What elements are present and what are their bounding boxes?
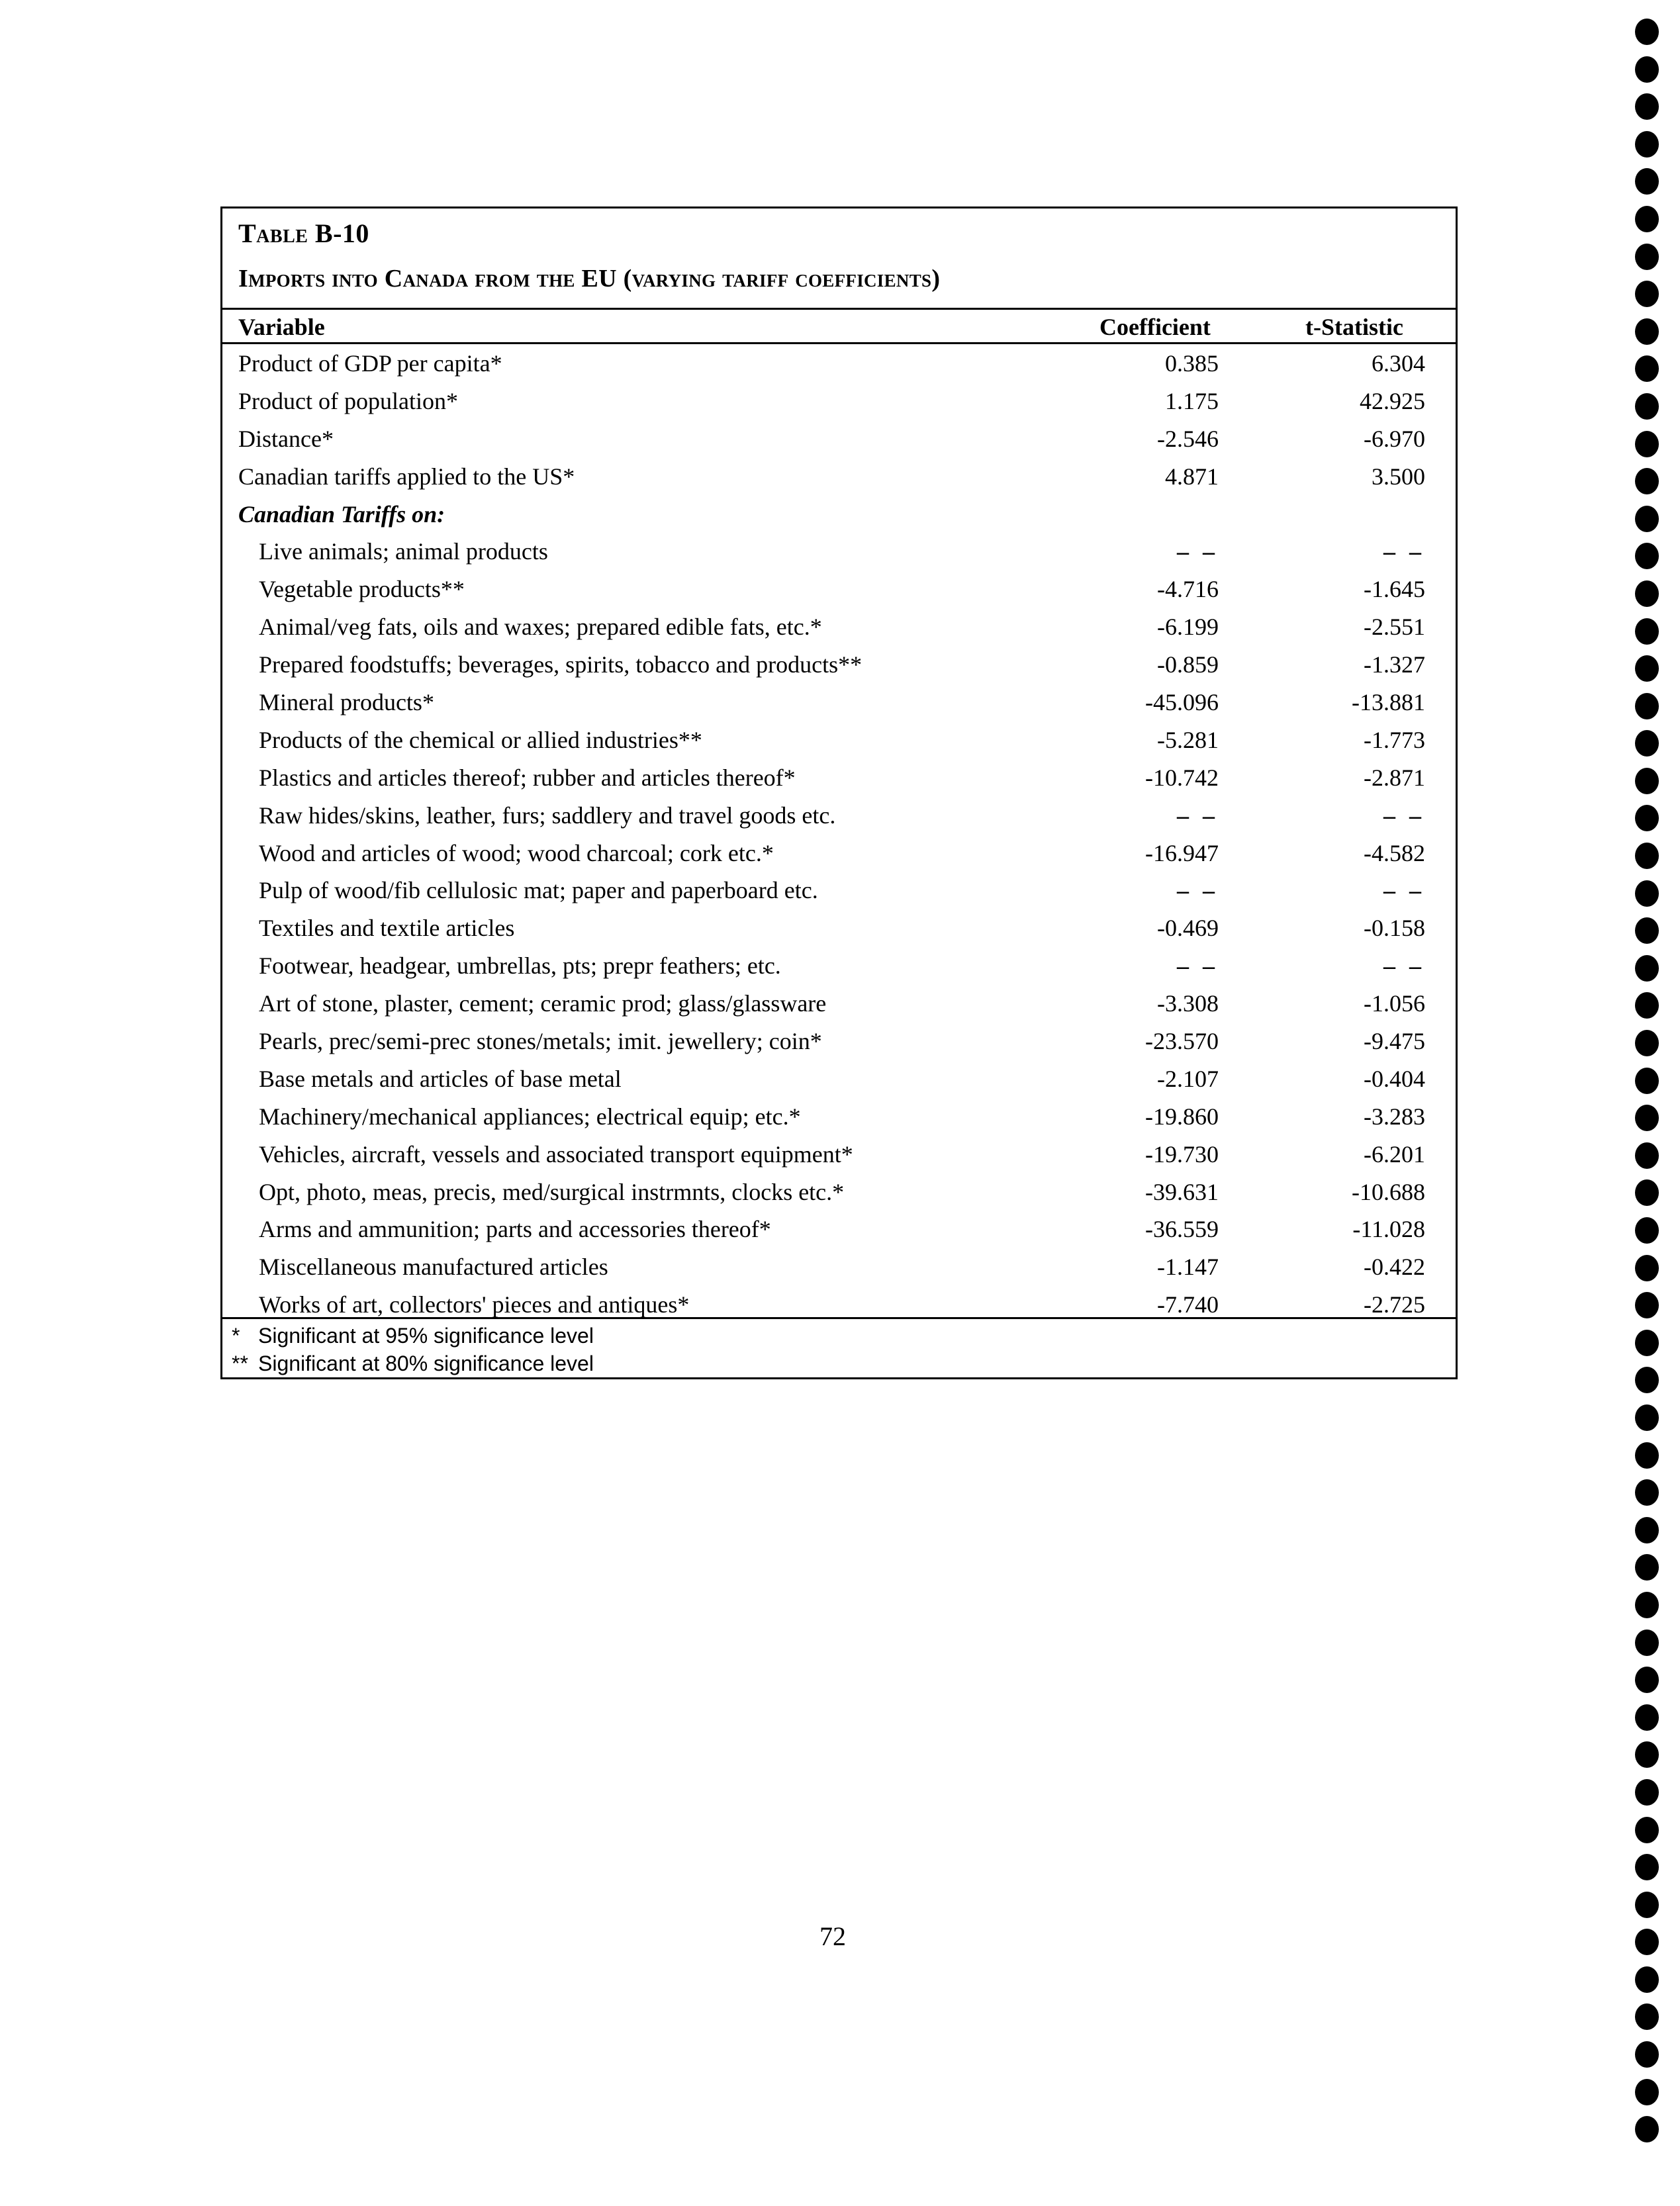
row-t-statistic: -0.404 bbox=[1364, 1065, 1425, 1092]
row-coefficient: -10.742 bbox=[1145, 764, 1219, 791]
row-variable: Wood and articles of wood; wood charcoal; cork etc.* bbox=[259, 839, 774, 866]
row-coefficient: -23.570 bbox=[1145, 1028, 1219, 1055]
binding-hole bbox=[1635, 1367, 1659, 1393]
row-t-statistic: 3.500 bbox=[1372, 463, 1425, 490]
row-variable: Vehicles, aircraft, vessels and associated transport equipment* bbox=[259, 1140, 853, 1168]
binding-hole bbox=[1635, 1217, 1659, 1244]
table-section-row bbox=[222, 495, 1456, 533]
footnote-text: Significant at 95% significance level bbox=[258, 1324, 594, 1348]
row-coefficient: -0.859 bbox=[1157, 651, 1219, 678]
row-variable: Footwear, headgear, umbrellas, pts; prepr feathers; etc. bbox=[259, 952, 781, 980]
row-t-statistic: -1.056 bbox=[1364, 990, 1425, 1017]
table-row bbox=[222, 1060, 1456, 1097]
row-t-statistic: – – bbox=[1383, 877, 1425, 904]
binding-hole bbox=[1635, 1554, 1659, 1581]
header-top-rule bbox=[222, 308, 1456, 310]
footnote-mark: * bbox=[232, 1324, 240, 1348]
table-row bbox=[222, 344, 1456, 382]
binding-hole bbox=[1635, 131, 1659, 158]
binding-hole bbox=[1635, 1292, 1659, 1318]
row-variable: Art of stone, plaster, cement; ceramic prod; glass/glassware bbox=[259, 990, 827, 1017]
regression-table bbox=[220, 207, 1458, 1379]
row-variable: Opt, photo, meas, precis, med/surgical instrmnts, clocks etc.* bbox=[259, 1178, 845, 1205]
table-row bbox=[222, 683, 1456, 721]
row-coefficient: -2.107 bbox=[1157, 1065, 1219, 1092]
binding-hole bbox=[1635, 543, 1659, 569]
row-coefficient: 4.871 bbox=[1165, 463, 1219, 490]
binding-hole bbox=[1635, 1517, 1659, 1543]
binding-hole bbox=[1635, 1442, 1659, 1469]
table-row bbox=[222, 1097, 1456, 1135]
column-header-coefficient: Coefficient bbox=[1099, 314, 1211, 340]
row-variable: Machinery/mechanical appliances; electrical equip; etc.* bbox=[259, 1103, 801, 1130]
row-t-statistic: 6.304 bbox=[1372, 350, 1425, 377]
table-row bbox=[222, 608, 1456, 645]
row-t-statistic: -2.725 bbox=[1364, 1291, 1425, 1318]
binding-hole bbox=[1635, 2116, 1659, 2142]
table-row bbox=[222, 1135, 1456, 1173]
binding-hole bbox=[1635, 730, 1659, 757]
footnotes bbox=[232, 1322, 594, 1377]
footnote-text: Significant at 80% significance level bbox=[258, 1352, 594, 1375]
row-variable: Miscellaneous manufactured articles bbox=[259, 1254, 608, 1281]
table-title: Imports into Canada from the EU (varying tariff coefficients) bbox=[238, 265, 941, 293]
binding-hole bbox=[1635, 2041, 1659, 2068]
row-t-statistic: -6.970 bbox=[1364, 425, 1425, 452]
row-t-statistic: – – bbox=[1383, 952, 1425, 980]
binding-hole bbox=[1635, 768, 1659, 794]
row-variable: Product of GDP per capita* bbox=[238, 350, 502, 377]
row-coefficient: -2.546 bbox=[1157, 425, 1219, 452]
row-coefficient: – – bbox=[1177, 952, 1219, 980]
binding-hole bbox=[1635, 1630, 1659, 1656]
binding-hole bbox=[1635, 580, 1659, 607]
binding-hole bbox=[1635, 1142, 1659, 1169]
row-t-statistic: -1.327 bbox=[1364, 651, 1425, 678]
table-row bbox=[222, 758, 1456, 796]
row-t-statistic: -11.028 bbox=[1352, 1216, 1425, 1243]
table-row bbox=[222, 1248, 1456, 1285]
row-coefficient: -19.860 bbox=[1145, 1103, 1219, 1130]
row-variable: Product of population* bbox=[238, 387, 458, 414]
binding-hole bbox=[1635, 618, 1659, 645]
row-coefficient: – – bbox=[1177, 802, 1219, 829]
row-coefficient: -6.199 bbox=[1157, 614, 1219, 641]
row-t-statistic: -0.158 bbox=[1364, 915, 1425, 942]
table-row bbox=[222, 1210, 1456, 1248]
row-t-statistic: – – bbox=[1383, 538, 1425, 565]
binding-hole bbox=[1635, 468, 1659, 494]
binding-hole bbox=[1635, 244, 1659, 270]
binding-hole bbox=[1635, 1779, 1659, 1806]
row-coefficient: -0.469 bbox=[1157, 915, 1219, 942]
table-row bbox=[222, 382, 1456, 420]
row-variable: Base metals and articles of base metal bbox=[259, 1065, 622, 1092]
binding-hole bbox=[1635, 1030, 1659, 1056]
table-row bbox=[222, 909, 1456, 946]
row-coefficient: -19.730 bbox=[1145, 1140, 1219, 1168]
binding-hole bbox=[1635, 1330, 1659, 1356]
row-t-statistic: -1.645 bbox=[1364, 576, 1425, 603]
row-variable: Textiles and textile articles bbox=[259, 915, 515, 942]
table-row bbox=[222, 645, 1456, 683]
table-row bbox=[222, 1022, 1456, 1060]
binding-hole bbox=[1635, 1068, 1659, 1094]
footnote-mark: ** bbox=[232, 1352, 248, 1375]
row-coefficient: -4.716 bbox=[1157, 576, 1219, 603]
row-coefficient: – – bbox=[1177, 538, 1219, 565]
table-row bbox=[222, 420, 1456, 457]
table-row bbox=[222, 871, 1456, 909]
row-coefficient: -36.559 bbox=[1145, 1216, 1219, 1243]
footnote bbox=[232, 1350, 594, 1377]
binding-hole bbox=[1635, 2003, 1659, 2030]
row-variable: Prepared foodstuffs; beverages, spirits, tobacco and products** bbox=[259, 651, 863, 678]
table-row bbox=[222, 946, 1456, 984]
binding-hole bbox=[1635, 431, 1659, 457]
binding-hole bbox=[1635, 281, 1659, 307]
binding-hole bbox=[1635, 1817, 1659, 1843]
binding-hole bbox=[1635, 805, 1659, 831]
row-t-statistic: -13.881 bbox=[1352, 689, 1425, 716]
binding-hole bbox=[1635, 2079, 1659, 2105]
row-t-statistic: 42.925 bbox=[1360, 387, 1425, 414]
binding-hole bbox=[1635, 1929, 1659, 1955]
binding-hole bbox=[1635, 917, 1659, 944]
row-coefficient: -1.147 bbox=[1157, 1254, 1219, 1281]
table-row bbox=[222, 796, 1456, 834]
row-coefficient: – – bbox=[1177, 877, 1219, 904]
row-variable: Vegetable products** bbox=[259, 576, 465, 603]
row-coefficient: -5.281 bbox=[1157, 726, 1219, 753]
binding-hole bbox=[1635, 1592, 1659, 1618]
row-coefficient: -7.740 bbox=[1157, 1291, 1219, 1318]
binding-hole bbox=[1635, 1704, 1659, 1731]
row-coefficient: -3.308 bbox=[1157, 990, 1219, 1017]
row-coefficient: 0.385 bbox=[1165, 350, 1219, 377]
row-coefficient: -16.947 bbox=[1145, 839, 1219, 866]
binding-hole bbox=[1635, 318, 1659, 345]
row-coefficient: -39.631 bbox=[1145, 1178, 1219, 1205]
binding-hole bbox=[1635, 655, 1659, 682]
row-t-statistic: -3.283 bbox=[1364, 1103, 1425, 1130]
binding-hole bbox=[1635, 843, 1659, 869]
binding-hole bbox=[1635, 393, 1659, 420]
binding-hole bbox=[1635, 1179, 1659, 1206]
binding-hole bbox=[1635, 1966, 1659, 1993]
binding-hole bbox=[1635, 506, 1659, 532]
row-t-statistic: -2.871 bbox=[1364, 764, 1425, 791]
binding-hole bbox=[1635, 1892, 1659, 1918]
row-variable: Plastics and articles thereof; rubber and articles thereof* bbox=[259, 764, 796, 791]
binding-hole bbox=[1635, 1854, 1659, 1880]
binding-hole bbox=[1635, 93, 1659, 120]
binding-hole bbox=[1635, 56, 1659, 83]
table-row bbox=[222, 570, 1456, 608]
binding-hole bbox=[1635, 1255, 1659, 1281]
binding-hole bbox=[1635, 1741, 1659, 1768]
row-variable: Animal/veg fats, oils and waxes; prepared edible fats, etc.* bbox=[259, 614, 822, 641]
row-t-statistic: – – bbox=[1383, 802, 1425, 829]
row-variable: Canadian tariffs applied to the US* bbox=[238, 463, 575, 490]
row-variable: Raw hides/skins, leather, furs; saddlery and travel goods etc. bbox=[259, 802, 836, 829]
row-t-statistic: -10.688 bbox=[1352, 1178, 1425, 1205]
row-t-statistic: -6.201 bbox=[1364, 1140, 1425, 1168]
binding-hole bbox=[1635, 168, 1659, 195]
binding-hole bbox=[1635, 1479, 1659, 1506]
footnote-rule bbox=[222, 1317, 1456, 1319]
row-variable: Distance* bbox=[238, 425, 334, 452]
binding-hole bbox=[1635, 1404, 1659, 1431]
row-t-statistic: -2.551 bbox=[1364, 614, 1425, 641]
binding-hole bbox=[1635, 992, 1659, 1019]
binding-hole bbox=[1635, 206, 1659, 232]
page-number: 72 bbox=[819, 1921, 846, 1951]
table-row bbox=[222, 457, 1456, 495]
table-row bbox=[222, 1173, 1456, 1211]
row-t-statistic: -4.582 bbox=[1364, 839, 1425, 866]
row-variable: Works of art, collectors' pieces and antiques* bbox=[259, 1291, 690, 1318]
binding-hole bbox=[1635, 355, 1659, 382]
binding-hole bbox=[1635, 1105, 1659, 1131]
row-variable: Live animals; animal products bbox=[259, 538, 548, 565]
table-row bbox=[222, 532, 1456, 570]
table-label: Table B-10 bbox=[238, 218, 369, 248]
row-variable: Pearls, prec/semi-prec stones/metals; imit. jewellery; coin* bbox=[259, 1028, 822, 1055]
table-row bbox=[222, 834, 1456, 872]
binding-hole bbox=[1635, 693, 1659, 719]
footnote bbox=[232, 1322, 594, 1350]
row-coefficient: 1.175 bbox=[1165, 387, 1219, 414]
binding-hole bbox=[1635, 19, 1659, 45]
row-variable: Products of the chemical or allied industries** bbox=[259, 726, 702, 753]
row-t-statistic: -9.475 bbox=[1364, 1028, 1425, 1055]
table-row bbox=[222, 984, 1456, 1022]
binding-hole bbox=[1635, 955, 1659, 982]
section-heading: Canadian Tariffs on: bbox=[238, 500, 445, 528]
row-t-statistic: -1.773 bbox=[1364, 726, 1425, 753]
row-variable: Arms and ammunition; parts and accessories thereof* bbox=[259, 1216, 771, 1243]
binding-hole bbox=[1635, 1667, 1659, 1693]
binding-hole bbox=[1635, 880, 1659, 907]
column-header-t-statistic: t-Statistic bbox=[1305, 314, 1403, 340]
row-coefficient: -45.096 bbox=[1145, 689, 1219, 716]
row-variable: Mineral products* bbox=[259, 689, 434, 716]
column-header-variable: Variable bbox=[238, 314, 325, 340]
table-body bbox=[222, 344, 1456, 1323]
table-row bbox=[222, 721, 1456, 758]
row-t-statistic: -0.422 bbox=[1364, 1254, 1425, 1281]
spiral-binding-holes bbox=[1635, 19, 1661, 2154]
row-variable: Pulp of wood/fib cellulosic mat; paper and paperboard etc. bbox=[259, 877, 818, 904]
